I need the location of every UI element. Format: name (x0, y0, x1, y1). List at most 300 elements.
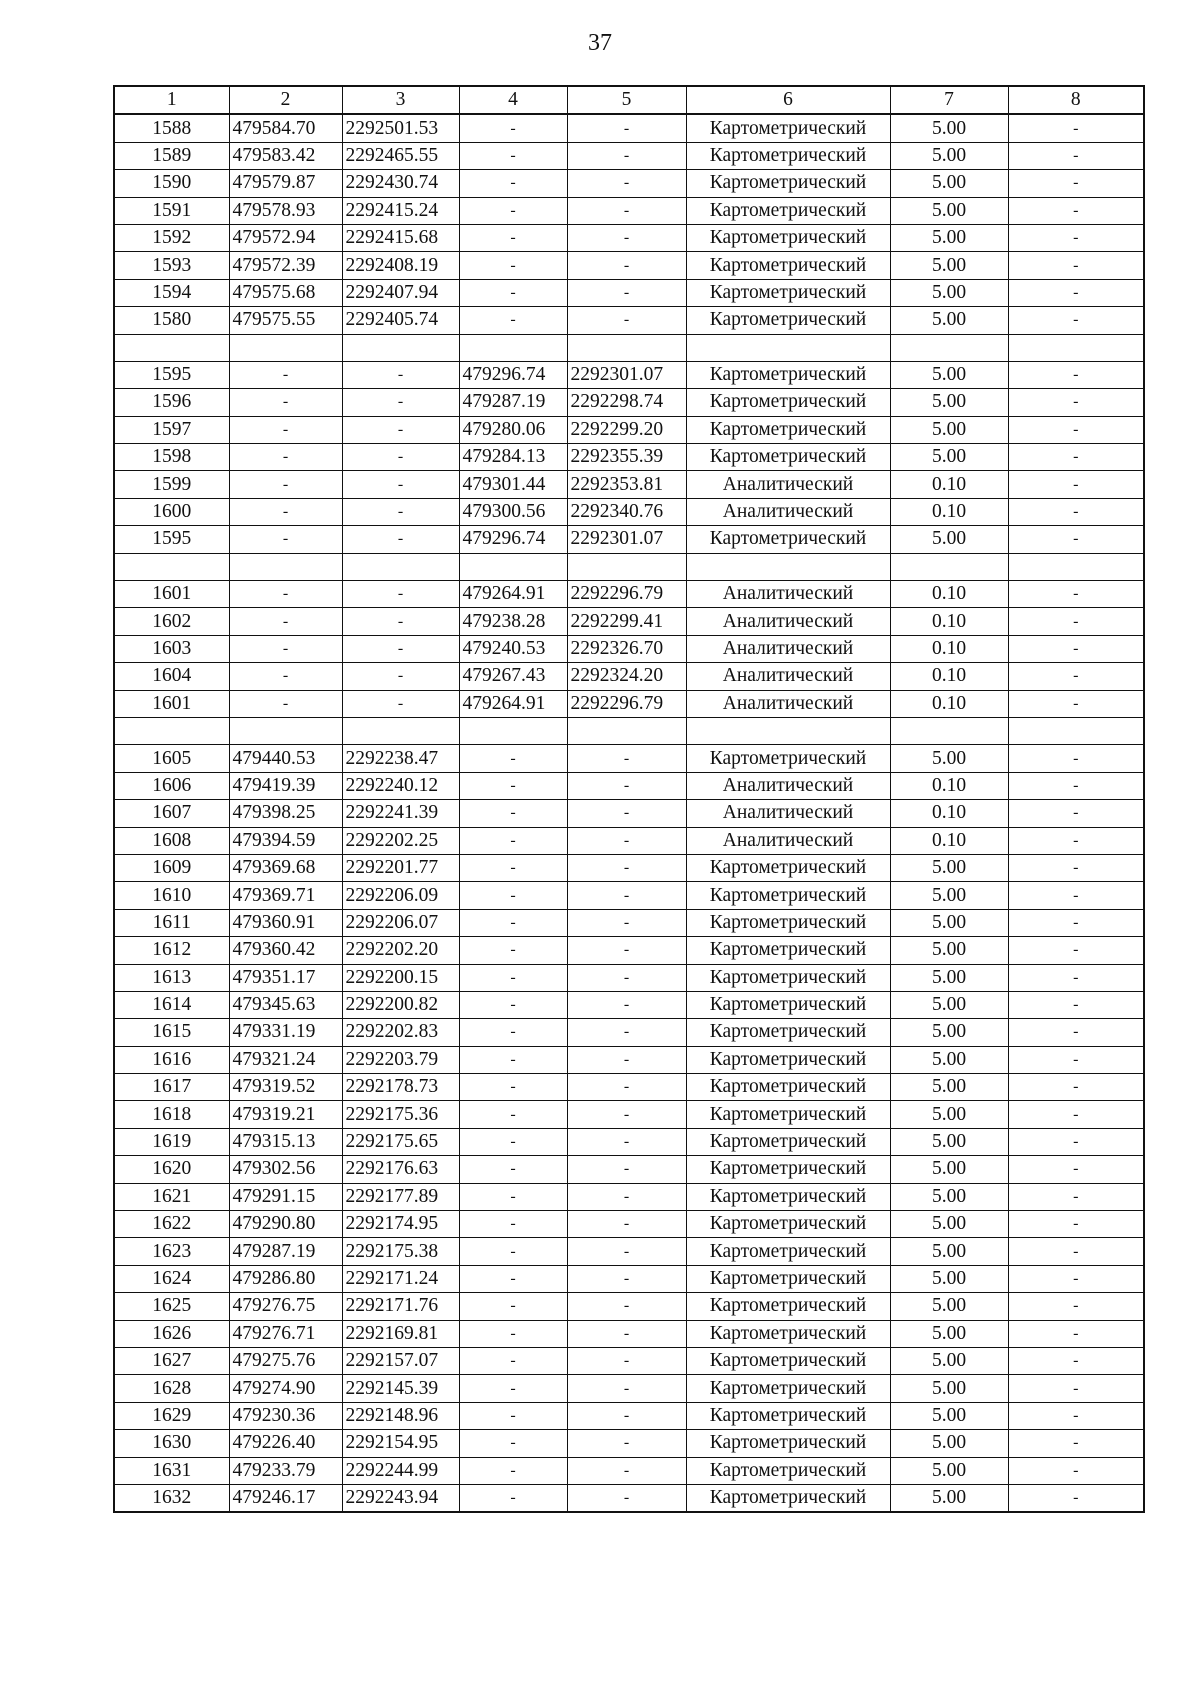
table-cell: 1590 (114, 170, 229, 197)
table-cell: 479319.21 (229, 1101, 342, 1128)
table-cell: 1622 (114, 1211, 229, 1238)
table-row (114, 170, 1144, 197)
table-cell: - (1008, 114, 1144, 142)
table-row (114, 1101, 1144, 1128)
table-cell: 0.10 (890, 498, 1008, 525)
table-cell: - (1008, 1347, 1144, 1374)
table-cell: 479575.68 (229, 279, 342, 306)
table-row (114, 1402, 1144, 1429)
table-cell: 479246.17 (229, 1484, 342, 1512)
table-cell: 1618 (114, 1101, 229, 1128)
table-cell: 479238.28 (459, 608, 567, 635)
table-cell: Аналитический (686, 471, 890, 498)
table-cell: Картометрический (686, 1320, 890, 1347)
table-cell: - (1008, 909, 1144, 936)
table-cell: 2292175.38 (342, 1238, 459, 1265)
table-row (114, 224, 1144, 251)
table-cell: - (567, 1238, 686, 1265)
table-row (114, 690, 1144, 717)
table-cell: - (567, 1046, 686, 1073)
table-cell: Картометрический (686, 1402, 890, 1429)
table-cell: - (1008, 1101, 1144, 1128)
table-cell: 479226.40 (229, 1430, 342, 1457)
table-cell: - (1008, 964, 1144, 991)
table-cell: Картометрический (686, 252, 890, 279)
table-cell: - (229, 690, 342, 717)
table-cell: - (567, 307, 686, 334)
table-cell: 1625 (114, 1293, 229, 1320)
table-cell: 5.00 (890, 1347, 1008, 1374)
table-cell: Аналитический (686, 690, 890, 717)
table-cell: 2292206.07 (342, 909, 459, 936)
table-cell: 5.00 (890, 252, 1008, 279)
table-cell: 5.00 (890, 389, 1008, 416)
table-cell: Картометрический (686, 142, 890, 169)
table-row (114, 827, 1144, 854)
table-cell: 1595 (114, 526, 229, 553)
table-cell: 0.10 (890, 471, 1008, 498)
table-cell: - (459, 1156, 567, 1183)
table-row (114, 1457, 1144, 1484)
table-cell: - (459, 937, 567, 964)
table-cell: - (1008, 772, 1144, 799)
table-cell: 479267.43 (459, 663, 567, 690)
table-cell: - (1008, 471, 1144, 498)
table-cell: 479575.55 (229, 307, 342, 334)
table-cell (459, 334, 567, 361)
table-cell: 2292201.77 (342, 854, 459, 881)
table-row (114, 142, 1144, 169)
table-cell: 2292175.36 (342, 1101, 459, 1128)
table-row (114, 1156, 1144, 1183)
column-header: 8 (1008, 86, 1144, 114)
table-cell (459, 553, 567, 580)
table-cell: Аналитический (686, 800, 890, 827)
table-row (114, 1019, 1144, 1046)
table-cell: - (342, 498, 459, 525)
table-cell: - (459, 1211, 567, 1238)
table-cell: 2292200.82 (342, 991, 459, 1018)
table-cell: 2292148.96 (342, 1402, 459, 1429)
table-cell: - (1008, 1484, 1144, 1512)
table-cell (342, 553, 459, 580)
table-cell: 0.10 (890, 772, 1008, 799)
table-row (114, 581, 1144, 608)
table-cell: 0.10 (890, 827, 1008, 854)
table-cell: - (459, 142, 567, 169)
table-cell: - (567, 854, 686, 881)
table-cell: - (342, 635, 459, 662)
table-row (114, 854, 1144, 881)
table-cell: - (459, 114, 567, 142)
table-cell: Картометрический (686, 882, 890, 909)
table-cell (567, 334, 686, 361)
table-cell: Картометрический (686, 909, 890, 936)
table-row (114, 882, 1144, 909)
table-cell: - (459, 1046, 567, 1073)
table-cell: Картометрический (686, 1265, 890, 1292)
table-cell: 1603 (114, 635, 229, 662)
table-cell: - (1008, 170, 1144, 197)
table-cell: 479394.59 (229, 827, 342, 854)
table-cell: 1580 (114, 307, 229, 334)
table-cell: Картометрический (686, 964, 890, 991)
table-cell: Аналитический (686, 772, 890, 799)
table-cell: 2292244.99 (342, 1457, 459, 1484)
table-cell: - (229, 471, 342, 498)
table-cell: 2292171.76 (342, 1293, 459, 1320)
table-cell: 5.00 (890, 1128, 1008, 1155)
table-cell: 1627 (114, 1347, 229, 1374)
table-cell (567, 717, 686, 744)
table-cell: 479296.74 (459, 361, 567, 388)
table-cell: - (342, 361, 459, 388)
table-cell: 479275.76 (229, 1347, 342, 1374)
table-cell: 479315.13 (229, 1128, 342, 1155)
table-cell: 1601 (114, 690, 229, 717)
column-header: 6 (686, 86, 890, 114)
table-cell: - (459, 1375, 567, 1402)
table-cell: 1589 (114, 142, 229, 169)
table-cell: 2292296.79 (567, 690, 686, 717)
table-cell: - (459, 224, 567, 251)
table-cell: - (567, 114, 686, 142)
table-cell: - (567, 937, 686, 964)
table-cell: Аналитический (686, 608, 890, 635)
table-cell: - (1008, 307, 1144, 334)
table-cell: 1626 (114, 1320, 229, 1347)
table-cell: 2292178.73 (342, 1074, 459, 1101)
table-cell: - (567, 1347, 686, 1374)
table-cell: - (459, 909, 567, 936)
table-cell: - (1008, 690, 1144, 717)
table-cell: Картометрический (686, 444, 890, 471)
table-row (114, 334, 1144, 361)
table-cell: - (459, 1128, 567, 1155)
table-cell: Картометрический (686, 1293, 890, 1320)
table-cell (229, 553, 342, 580)
table-cell: Картометрический (686, 1019, 890, 1046)
table-cell: 5.00 (890, 361, 1008, 388)
table-cell: 1591 (114, 197, 229, 224)
table-cell: - (459, 800, 567, 827)
table-cell: 5.00 (890, 1046, 1008, 1073)
table-cell: 5.00 (890, 1019, 1008, 1046)
table-cell (114, 717, 229, 744)
table-cell: Картометрический (686, 854, 890, 881)
table-row (114, 553, 1144, 580)
table-cell: 2292200.15 (342, 964, 459, 991)
table-cell: 5.00 (890, 1293, 1008, 1320)
table-cell (890, 553, 1008, 580)
table-cell: 1623 (114, 1238, 229, 1265)
table-cell: - (567, 224, 686, 251)
table-cell: 5.00 (890, 1375, 1008, 1402)
table-cell: 479286.80 (229, 1265, 342, 1292)
table-cell (459, 717, 567, 744)
table-cell: - (229, 635, 342, 662)
table-cell: 2292301.07 (567, 361, 686, 388)
table-cell: 1610 (114, 882, 229, 909)
table-cell: 479319.52 (229, 1074, 342, 1101)
table-cell: Картометрический (686, 1074, 890, 1101)
table-cell: - (1008, 1128, 1144, 1155)
table-row (114, 389, 1144, 416)
table-cell: 1614 (114, 991, 229, 1018)
table-cell: Картометрический (686, 1128, 890, 1155)
table-cell: 479287.19 (459, 389, 567, 416)
table-cell: Картометрический (686, 1347, 890, 1374)
table-cell: 2292299.20 (567, 416, 686, 443)
table-cell: - (459, 854, 567, 881)
table-cell: - (1008, 444, 1144, 471)
table-cell: - (1008, 827, 1144, 854)
table-cell: - (567, 991, 686, 1018)
table-cell: 2292340.76 (567, 498, 686, 525)
table-cell: - (1008, 416, 1144, 443)
table-cell: - (567, 1183, 686, 1210)
table-cell: 1608 (114, 827, 229, 854)
table-cell: - (567, 1211, 686, 1238)
table-cell: - (567, 1402, 686, 1429)
table-cell: 2292465.55 (342, 142, 459, 169)
table-cell: 1601 (114, 581, 229, 608)
table-cell (342, 717, 459, 744)
table-cell: - (1008, 800, 1144, 827)
column-header: 7 (890, 86, 1008, 114)
table-cell: 5.00 (890, 224, 1008, 251)
table-cell: Аналитический (686, 663, 890, 690)
table-cell: Картометрический (686, 114, 890, 142)
table-cell: 5.00 (890, 1101, 1008, 1128)
table-cell: 1597 (114, 416, 229, 443)
table-cell: - (459, 1183, 567, 1210)
table-cell: 5.00 (890, 1211, 1008, 1238)
table-cell: - (1008, 1211, 1144, 1238)
table-cell: 1600 (114, 498, 229, 525)
table-cell: - (459, 170, 567, 197)
table-cell (686, 553, 890, 580)
table-cell: - (229, 608, 342, 635)
table-cell: 1628 (114, 1375, 229, 1402)
table-cell: 5.00 (890, 854, 1008, 881)
table-cell: - (229, 416, 342, 443)
table-cell: - (229, 526, 342, 553)
table-cell: - (567, 252, 686, 279)
table-row (114, 909, 1144, 936)
table-cell: 0.10 (890, 663, 1008, 690)
table-cell: - (1008, 663, 1144, 690)
table-cell: 2292202.20 (342, 937, 459, 964)
table-cell: - (1008, 526, 1144, 553)
table-cell: - (1008, 1019, 1144, 1046)
table-cell: 1594 (114, 279, 229, 306)
table-cell: Картометрический (686, 170, 890, 197)
table-cell: 479264.91 (459, 581, 567, 608)
table-cell: - (1008, 142, 1144, 169)
table-row (114, 717, 1144, 744)
table-cell: Картометрический (686, 1183, 890, 1210)
table-cell: - (1008, 1402, 1144, 1429)
table-cell: - (567, 1320, 686, 1347)
table-cell: Аналитический (686, 827, 890, 854)
table-body (114, 114, 1144, 1512)
table-cell: 5.00 (890, 1183, 1008, 1210)
table-cell: 479331.19 (229, 1019, 342, 1046)
table-row (114, 663, 1144, 690)
table-cell: - (342, 608, 459, 635)
column-header: 2 (229, 86, 342, 114)
table-cell: 2292240.12 (342, 772, 459, 799)
table-cell: 479290.80 (229, 1211, 342, 1238)
table-cell: 479572.39 (229, 252, 342, 279)
column-header: 4 (459, 86, 567, 114)
table-cell: 5.00 (890, 1457, 1008, 1484)
table-cell (229, 717, 342, 744)
table-cell: Картометрический (686, 1238, 890, 1265)
table-cell: 2292415.68 (342, 224, 459, 251)
table-cell: - (342, 444, 459, 471)
table-cell: 1602 (114, 608, 229, 635)
column-header: 5 (567, 86, 686, 114)
table-cell: 5.00 (890, 1265, 1008, 1292)
table-cell: 1630 (114, 1430, 229, 1457)
table-row (114, 471, 1144, 498)
table-cell: 1609 (114, 854, 229, 881)
table-cell: - (1008, 1320, 1144, 1347)
table-cell: Картометрический (686, 1430, 890, 1457)
column-header: 3 (342, 86, 459, 114)
table-cell: 1629 (114, 1402, 229, 1429)
table-cell: 479351.17 (229, 964, 342, 991)
table-cell: - (342, 663, 459, 690)
table-cell: 1595 (114, 361, 229, 388)
table-cell: - (567, 772, 686, 799)
table-cell: Картометрический (686, 307, 890, 334)
table-cell: - (1008, 581, 1144, 608)
table-cell: 0.10 (890, 690, 1008, 717)
table-cell: 5.00 (890, 1320, 1008, 1347)
table-cell: - (229, 581, 342, 608)
table-cell (1008, 717, 1144, 744)
table-cell: 479280.06 (459, 416, 567, 443)
table-cell: 1617 (114, 1074, 229, 1101)
table-cell: 1616 (114, 1046, 229, 1073)
table-cell: 2292157.07 (342, 1347, 459, 1374)
table-cell: 5.00 (890, 964, 1008, 991)
table-cell: - (342, 389, 459, 416)
table-cell: 1620 (114, 1156, 229, 1183)
table-cell: 1611 (114, 909, 229, 936)
table-cell: 1606 (114, 772, 229, 799)
table-row (114, 1183, 1144, 1210)
table-cell: Картометрический (686, 197, 890, 224)
table-cell: - (567, 279, 686, 306)
table-cell: 0.10 (890, 581, 1008, 608)
table-cell: - (1008, 1074, 1144, 1101)
table-cell: 479578.93 (229, 197, 342, 224)
table-cell: - (567, 1101, 686, 1128)
table-cell: 479321.24 (229, 1046, 342, 1073)
table-cell: 2292206.09 (342, 882, 459, 909)
table-cell: - (567, 882, 686, 909)
table-cell: Картометрический (686, 279, 890, 306)
table-cell: - (459, 745, 567, 772)
table-cell: 1621 (114, 1183, 229, 1210)
table-row (114, 635, 1144, 662)
table-cell: Картометрический (686, 937, 890, 964)
table-row (114, 252, 1144, 279)
table-cell: - (1008, 1457, 1144, 1484)
table-cell: 479301.44 (459, 471, 567, 498)
table-cell: Картометрический (686, 1046, 890, 1073)
table-cell (342, 334, 459, 361)
table-cell: 1605 (114, 745, 229, 772)
table-cell (229, 334, 342, 361)
table-cell: 1592 (114, 224, 229, 251)
table-cell: - (1008, 361, 1144, 388)
table-row (114, 498, 1144, 525)
table-cell: Картометрический (686, 745, 890, 772)
table-cell: - (1008, 1265, 1144, 1292)
table-cell: 479572.94 (229, 224, 342, 251)
table-cell: - (567, 1019, 686, 1046)
table-cell: 479583.42 (229, 142, 342, 169)
table-cell (890, 717, 1008, 744)
table-cell: 479287.19 (229, 1238, 342, 1265)
table-cell: - (567, 170, 686, 197)
table-cell: 479240.53 (459, 635, 567, 662)
table-cell: 2292415.24 (342, 197, 459, 224)
table-cell: - (459, 1402, 567, 1429)
table-cell: 479419.39 (229, 772, 342, 799)
table-cell: - (1008, 498, 1144, 525)
table-cell: - (1008, 197, 1144, 224)
table-cell: Аналитический (686, 635, 890, 662)
page-number: 37 (588, 30, 612, 56)
table-cell: 479264.91 (459, 690, 567, 717)
table-cell: 5.00 (890, 279, 1008, 306)
table-row (114, 526, 1144, 553)
table-cell: 5.00 (890, 1402, 1008, 1429)
table-cell: 2292171.24 (342, 1265, 459, 1292)
table-cell: - (567, 1156, 686, 1183)
table-cell (890, 334, 1008, 361)
table-cell: 5.00 (890, 745, 1008, 772)
table-cell: 5.00 (890, 416, 1008, 443)
table-row (114, 772, 1144, 799)
table-cell: - (459, 1430, 567, 1457)
table-cell: - (229, 389, 342, 416)
table-cell: - (567, 197, 686, 224)
table-cell (114, 553, 229, 580)
table-cell: 1596 (114, 389, 229, 416)
table-cell: 5.00 (890, 991, 1008, 1018)
table-cell: 5.00 (890, 526, 1008, 553)
table-cell: - (567, 1375, 686, 1402)
table-cell: - (459, 991, 567, 1018)
table-cell: - (1008, 1293, 1144, 1320)
table-cell: - (229, 361, 342, 388)
table-cell: - (567, 1484, 686, 1512)
table-cell: 2292299.41 (567, 608, 686, 635)
table-cell: Картометрический (686, 1156, 890, 1183)
table-cell: 0.10 (890, 608, 1008, 635)
table-cell: - (1008, 991, 1144, 1018)
table-cell: - (342, 581, 459, 608)
table-cell: - (459, 1238, 567, 1265)
table-row (114, 1375, 1144, 1402)
